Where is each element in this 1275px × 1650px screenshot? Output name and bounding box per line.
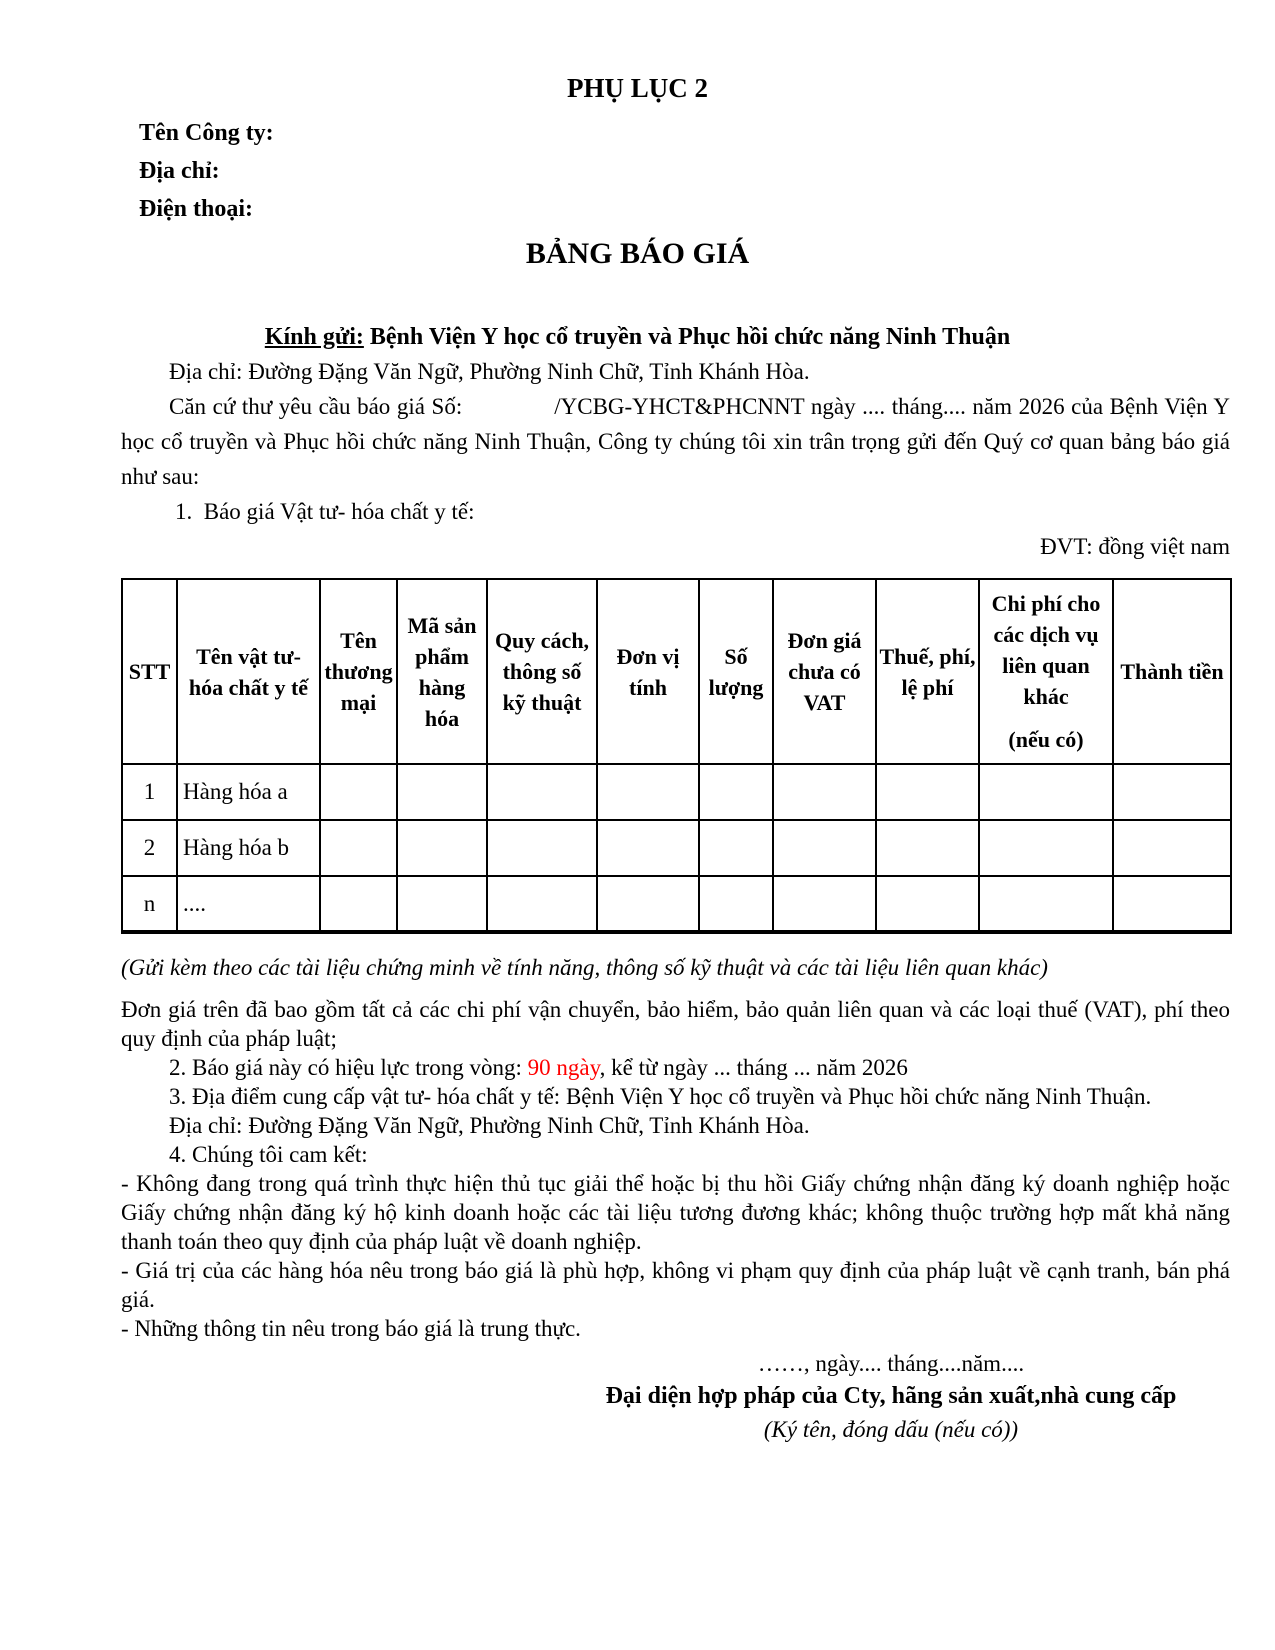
validity-duration-highlight: 90 ngày bbox=[527, 1055, 600, 1080]
signature-date-line: ……, ngày.... tháng....năm.... bbox=[757, 1351, 1025, 1376]
cell-empty bbox=[876, 764, 979, 820]
cell-empty bbox=[597, 820, 699, 876]
cell-empty bbox=[320, 876, 397, 932]
cell-stt: n bbox=[122, 876, 177, 932]
cell-empty bbox=[487, 820, 597, 876]
cell-empty bbox=[397, 876, 487, 932]
company-name-label: Tên Công ty: bbox=[139, 120, 274, 146]
document-title: BẢNG BÁO GIÁ bbox=[525, 237, 750, 270]
cell-empty bbox=[597, 876, 699, 932]
salutation-label: Kính gửi: bbox=[264, 324, 364, 350]
company-phone-label: Điện thoại: bbox=[139, 196, 253, 222]
col-header-total: Thành tiền bbox=[1113, 579, 1231, 764]
cell-empty bbox=[397, 820, 487, 876]
company-info-block bbox=[139, 114, 1230, 228]
recipient-name: Bệnh Viện Y học cổ truyền và Phục hồi chức năng Ninh Thuận bbox=[369, 324, 1011, 350]
term-delivery-address: Địa chỉ: Đường Đặng Văn Ngữ, Phường Ninh Chữ, Tỉnh Khánh Hòa. bbox=[169, 1113, 810, 1138]
cell-empty bbox=[773, 764, 876, 820]
cell-empty bbox=[699, 764, 773, 820]
appendix-title: PHỤ LỤC 2 bbox=[567, 73, 708, 103]
currency-unit-note: ĐVT: đồng việt nam bbox=[1040, 534, 1230, 559]
signature-block bbox=[591, 1349, 1191, 1446]
intro-part2: /YCBG-YHCT&PHCNNT ngày .... tháng.... năm 2026 của Bệnh Viện Y học cổ truyền và Phục hồi chức năng Ninh Thuận, Công ty chúng tôi xin trân trọng gửi đến Quý cơ quan bảng báo giá như sau: bbox=[121, 394, 1230, 489]
signature-title-line: Đại diện hợp pháp của Cty, hãng sản xuất,nhà cung cấp bbox=[605, 1383, 1177, 1409]
col-header-product-code: Mã sản phẩm hàng hóa bbox=[397, 579, 487, 764]
price-inclusion-note: Đơn giá trên đã bao gồm tất cả các chi phí vận chuyển, bảo hiểm, bảo quản liên quan và các loại thuế (VAT), phí theo quy định của pháp luật; bbox=[121, 997, 1230, 1051]
cell-empty bbox=[876, 820, 979, 876]
recipient-line bbox=[0, 320, 1275, 354]
cell-stt: 1 bbox=[122, 764, 177, 820]
cell-item-name: Hàng hóa a bbox=[177, 764, 320, 820]
table-body bbox=[122, 764, 1231, 932]
validity-pre: 2. Báo giá này có hiệu lực trong vòng: bbox=[169, 1055, 528, 1080]
commitment-item-3: - Những thông tin nêu trong báo giá là trung thực. bbox=[121, 1316, 581, 1341]
cell-empty bbox=[979, 876, 1113, 932]
cell-empty bbox=[597, 764, 699, 820]
cell-empty bbox=[773, 820, 876, 876]
section1-heading: 1. Báo giá Vật tư- hóa chất y tế: bbox=[175, 499, 475, 524]
company-address-label: Địa chỉ: bbox=[139, 158, 220, 184]
table-row bbox=[122, 876, 1231, 932]
document-body bbox=[121, 354, 1230, 1446]
table-header bbox=[122, 579, 1231, 764]
col-header-trade-name: Tên thương mại bbox=[320, 579, 397, 764]
table-row bbox=[122, 764, 1231, 820]
cell-empty bbox=[979, 820, 1113, 876]
cell-empty bbox=[487, 764, 597, 820]
validity-post: , kể từ ngày ... tháng ... năm 2026 bbox=[599, 1055, 908, 1080]
col-header-other-costs-text: Chi phí cho các dịch vụ liên quan khác bbox=[991, 591, 1101, 709]
col-header-other-costs bbox=[979, 579, 1113, 764]
col-header-stt: STT bbox=[122, 579, 177, 764]
cell-empty bbox=[487, 876, 597, 932]
quotation-table bbox=[121, 578, 1232, 934]
intro-paragraph bbox=[121, 389, 1230, 494]
table-header-row bbox=[122, 579, 1231, 764]
col-header-other-costs-note: (nếu có) bbox=[1008, 727, 1084, 752]
col-header-taxes-fees: Thuế, phí, lệ phí bbox=[876, 579, 979, 764]
signature-note-line: (Ký tên, đóng dấu (nếu có)) bbox=[763, 1417, 1019, 1442]
col-header-quantity: Số lượng bbox=[699, 579, 773, 764]
attachment-note: (Gửi kèm theo các tài liệu chứng minh về tính năng, thông số kỹ thuật và các tài liệu liên quan khác) bbox=[121, 955, 1048, 980]
table-row bbox=[122, 820, 1231, 876]
term-delivery-location: 3. Địa điểm cung cấp vật tư- hóa chất y tế: Bệnh Viện Y học cổ truyền và Phục hồi chức năng Ninh Thuận. bbox=[169, 1084, 1152, 1109]
col-header-specs: Quy cách, thông số kỹ thuật bbox=[487, 579, 597, 764]
cell-empty bbox=[699, 820, 773, 876]
commitment-heading: 4. Chúng tôi cam kết: bbox=[169, 1142, 368, 1167]
cell-empty bbox=[773, 876, 876, 932]
cell-empty bbox=[979, 764, 1113, 820]
col-header-unit: Đơn vị tính bbox=[597, 579, 699, 764]
cell-empty bbox=[320, 820, 397, 876]
recipient-address: Địa chỉ: Đường Đặng Văn Ngữ, Phường Ninh Chữ, Tỉnh Khánh Hòa. bbox=[169, 359, 810, 384]
cell-empty bbox=[876, 876, 979, 932]
intro-part1: Căn cứ thư yêu cầu báo giá Số: bbox=[169, 394, 463, 419]
col-header-unit-price: Đơn giá chưa có VAT bbox=[773, 579, 876, 764]
cell-stt: 2 bbox=[122, 820, 177, 876]
cell-empty bbox=[1113, 820, 1231, 876]
terms-section bbox=[121, 995, 1230, 1343]
term-validity bbox=[121, 1053, 1230, 1082]
cell-empty bbox=[1113, 876, 1231, 932]
cell-item-name: Hàng hóa b bbox=[177, 820, 320, 876]
cell-item-name: .... bbox=[177, 876, 320, 932]
commitment-item-2: - Giá trị của các hàng hóa nêu trong báo giá là phù hợp, không vi phạm quy định của pháp luật về cạnh tranh, bán phá giá. bbox=[121, 1258, 1230, 1312]
cell-empty bbox=[320, 764, 397, 820]
cell-empty bbox=[397, 764, 487, 820]
cell-empty bbox=[1113, 764, 1231, 820]
cell-empty bbox=[699, 876, 773, 932]
col-header-item-name: Tên vật tư- hóa chất y tế bbox=[177, 579, 320, 764]
commitment-item-1: - Không đang trong quá trình thực hiện thủ tục giải thể hoặc bị thu hồi Giấy chứng nhận đăng ký doanh nghiệp hoặc Giấy chứng nhận đăng ký hộ kinh doanh hoặc các tài liệu tương đương khác; không thuộc trường hợp mất khả năng thanh toán theo quy định của pháp luật về doanh nghiệp. bbox=[121, 1171, 1230, 1254]
